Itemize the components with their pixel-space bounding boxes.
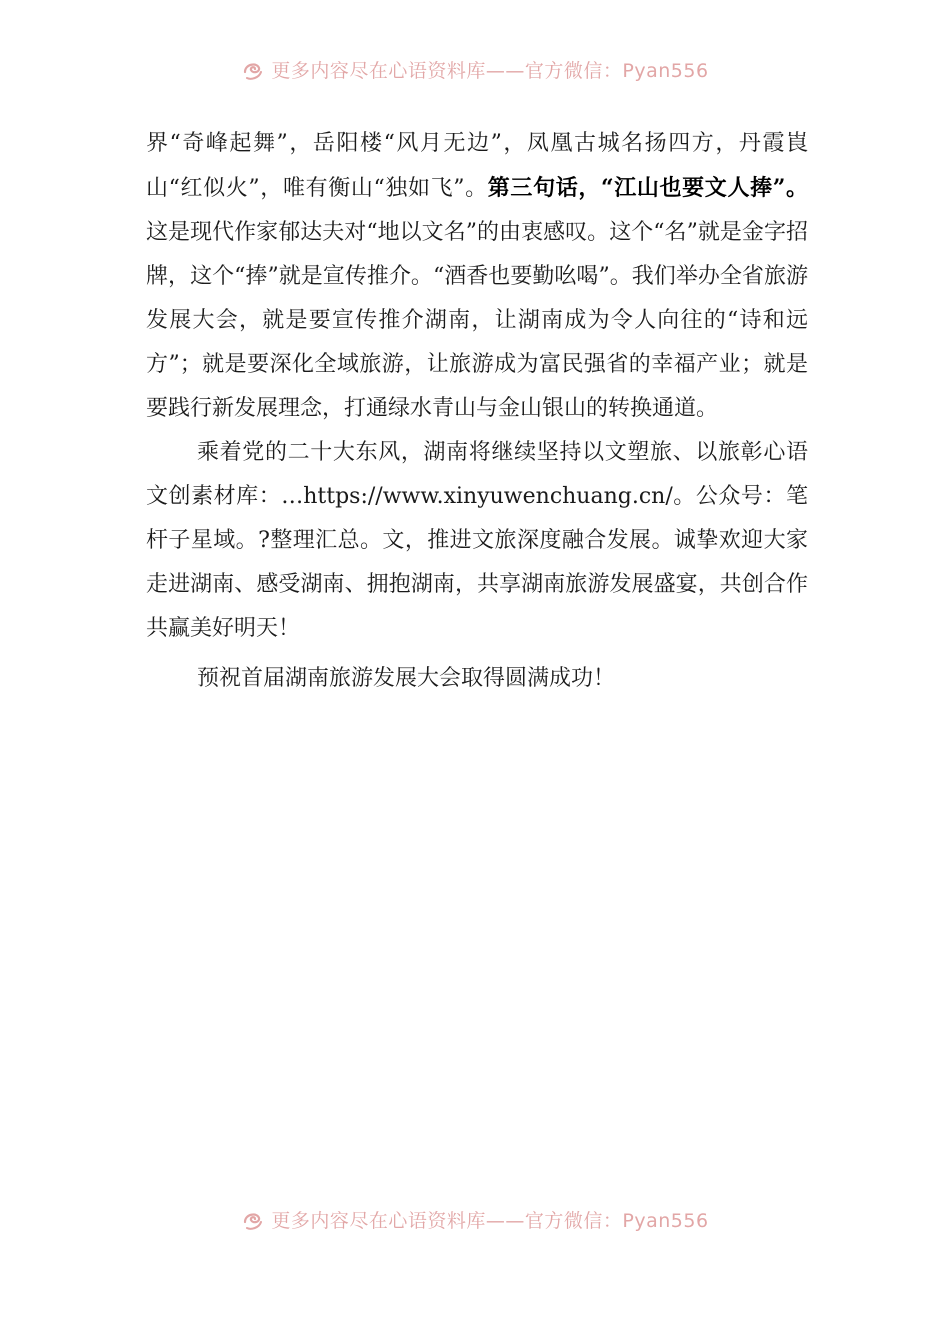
paragraph-3 (146, 657, 808, 701)
text-run: 界“奇峰起舞”，岳阳楼“风月无边”，凤凰古城名扬四方，丹霞崀山“红似火”，唯有衡山“独如飞”。 (146, 131, 808, 201)
watermark-text: 更多内容尽在心语资料库——官方微信：Pyan556 (271, 1210, 709, 1232)
watermark-text: 更多内容尽在心语资料库——官方微信：Pyan556 (271, 60, 709, 82)
paragraph-2 (146, 431, 808, 651)
paragraph-1 (146, 122, 808, 431)
footer-watermark (0, 1206, 950, 1233)
swirl-logo-icon (241, 1208, 265, 1232)
swirl-logo-icon (241, 58, 265, 82)
document-body (146, 122, 808, 701)
text-run: 乘着党的二十大东风，湖南将继续坚持以文塑旅、以旅彰心语文创素材库：…https://www.xinyuwenchuang.cn/。公众号：笔杆子星域。?整理汇总。文，推进文旅深度融合发展。诚挚欢迎大家走进湖南、感受湖南、拥抱湖南，共享湖南旅游发展盛宴，共创合作共赢美好明天！ (146, 440, 808, 641)
header-watermark (0, 56, 950, 83)
bold-text-run: 第三句话，“江山也要文人捧”。 (487, 175, 808, 201)
text-run: 这是现代作家郁达夫对“地以文名”的由衷感叹。这个“名”就是金字招牌，这个“捧”就是宣传推介。“酒香也要勤吆喝”。我们举办全省旅游发展大会，就是要宣传推介湖南，让湖南成为令人向往的“诗和远方”；就是要深化全域旅游，让旅游成为富民强省的幸福产业；就是要践行新发展理念，打通绿水青山与金山银山的转换通道。 (146, 220, 808, 421)
text-run: 预祝首届湖南旅游发展大会取得圆满成功！ (197, 666, 616, 691)
